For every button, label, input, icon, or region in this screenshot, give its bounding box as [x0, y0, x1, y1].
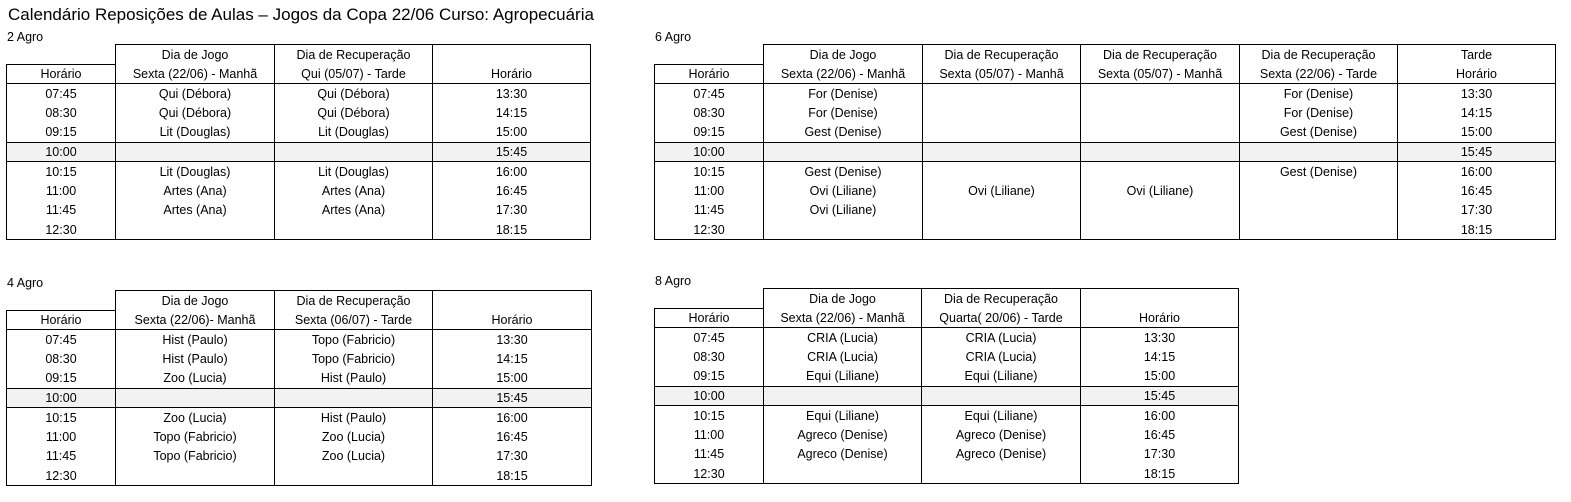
table-row — [655, 464, 1239, 484]
column-group-header — [433, 45, 591, 65]
time-cell: 11:00 — [655, 425, 764, 445]
column-header: Horário — [433, 64, 591, 84]
lesson-cell — [1081, 201, 1240, 221]
time-cell: 11:45 — [655, 201, 764, 221]
header-row-1 — [655, 45, 1556, 65]
table-row — [7, 201, 591, 221]
table-row — [7, 447, 592, 467]
column-group-header — [655, 289, 764, 309]
header-row-1 — [7, 45, 591, 65]
lesson-cell — [275, 142, 433, 162]
lesson-cell: Ovi (Liliane) — [923, 181, 1081, 201]
time-cell: 14:15 — [1081, 347, 1239, 367]
time-cell: 18:15 — [433, 220, 591, 240]
time-cell: 10:15 — [7, 408, 116, 428]
lesson-cell: Artes (Ana) — [116, 181, 275, 201]
table-row — [655, 103, 1556, 123]
lesson-cell — [1240, 142, 1398, 162]
lesson-cell: Gest (Denise) — [1240, 123, 1398, 143]
time-cell: 12:30 — [7, 466, 116, 486]
lesson-cell: Ovi (Liliane) — [764, 181, 923, 201]
lesson-cell: Hist (Paulo) — [116, 349, 275, 369]
class-label: 6 Agro — [655, 30, 692, 44]
column-header: Horário — [1398, 64, 1556, 84]
column-header: Horário — [1081, 308, 1239, 328]
time-cell: 18:15 — [1398, 220, 1556, 240]
lesson-cell: Qui (Débora) — [275, 84, 433, 104]
lesson-cell — [923, 220, 1081, 240]
time-cell: 15:45 — [1398, 142, 1556, 162]
column-group-header: Dia de Jogo — [116, 45, 275, 65]
lesson-cell: Lit (Douglas) — [116, 123, 275, 143]
table-row — [655, 367, 1239, 387]
time-cell: 10:00 — [655, 142, 764, 162]
time-cell: 13:30 — [433, 330, 592, 350]
table-row — [655, 445, 1239, 465]
column-header: Sexta (22/06) - Manhã — [116, 64, 275, 84]
lesson-cell: Gest (Denise) — [764, 162, 923, 182]
schedule-table-8-agro — [654, 288, 1239, 484]
time-cell: 12:30 — [655, 464, 764, 484]
column-header: Horário — [7, 310, 116, 330]
time-cell: 14:15 — [433, 103, 591, 123]
column-group-header: Dia de Recuperação — [922, 289, 1081, 309]
time-cell: 10:00 — [7, 142, 116, 162]
time-cell: 09:15 — [655, 123, 764, 143]
lesson-cell: CRIA (Lucia) — [764, 328, 922, 348]
time-cell: 11:45 — [7, 447, 116, 467]
time-cell: 13:30 — [433, 84, 591, 104]
column-header: Horário — [7, 64, 116, 84]
lesson-cell — [1240, 201, 1398, 221]
lesson-cell: Zoo (Lucia) — [275, 427, 433, 447]
class-label: 2 Agro — [7, 30, 44, 44]
lesson-cell — [923, 84, 1081, 104]
time-cell: 08:30 — [7, 103, 116, 123]
lesson-cell: Hist (Paulo) — [275, 369, 433, 389]
lesson-cell: For (Denise) — [1240, 84, 1398, 104]
time-cell: 17:30 — [1081, 445, 1239, 465]
table-row — [7, 181, 591, 201]
schedule-table-6-agro — [654, 44, 1556, 240]
table-row — [7, 142, 591, 162]
table-row — [655, 406, 1239, 426]
lesson-cell — [1081, 162, 1240, 182]
time-cell: 15:00 — [1398, 123, 1556, 143]
column-header: Sexta (05/07) - Manhã — [1081, 64, 1240, 84]
time-cell: 11:45 — [655, 445, 764, 465]
time-cell: 14:15 — [433, 349, 592, 369]
lesson-cell: Zoo (Lucia) — [275, 447, 433, 467]
time-cell: 10:15 — [655, 406, 764, 426]
column-group-header — [433, 291, 592, 311]
lesson-cell — [116, 466, 275, 486]
column-group-header: Dia de Jogo — [764, 45, 923, 65]
time-cell: 16:00 — [1398, 162, 1556, 182]
block-6-agro — [654, 30, 1556, 240]
lesson-cell — [923, 142, 1081, 162]
block-2-agro — [6, 30, 591, 240]
lesson-cell: For (Denise) — [1240, 103, 1398, 123]
lesson-cell: Hist (Paulo) — [275, 408, 433, 428]
lesson-cell: CRIA (Lucia) — [922, 328, 1081, 348]
lesson-cell — [764, 142, 923, 162]
lesson-cell — [1081, 142, 1240, 162]
time-cell: 12:30 — [655, 220, 764, 240]
column-group-header: Tarde — [1398, 45, 1556, 65]
class-label: 4 Agro — [7, 276, 44, 290]
lesson-cell — [923, 201, 1081, 221]
lesson-cell: For (Denise) — [764, 103, 923, 123]
time-cell: 15:00 — [433, 369, 592, 389]
column-group-header — [7, 291, 116, 311]
lesson-cell — [116, 142, 275, 162]
time-cell: 10:15 — [655, 162, 764, 182]
time-cell: 11:00 — [7, 181, 116, 201]
time-cell: 15:00 — [433, 123, 591, 143]
lesson-cell: Artes (Ana) — [275, 201, 433, 221]
time-cell: 13:30 — [1398, 84, 1556, 104]
lesson-cell: Agreco (Denise) — [764, 425, 922, 445]
lesson-cell: Topo (Fabricio) — [275, 349, 433, 369]
header-row-2 — [655, 64, 1556, 84]
column-header: Horário — [655, 64, 764, 84]
column-header: Sexta (22/06) - Manhã — [764, 308, 922, 328]
time-cell: 07:45 — [655, 328, 764, 348]
lesson-cell — [764, 220, 923, 240]
time-cell: 08:30 — [655, 103, 764, 123]
table-row — [655, 201, 1556, 221]
time-cell: 15:45 — [433, 142, 591, 162]
lesson-cell — [1240, 220, 1398, 240]
time-cell: 16:45 — [1398, 181, 1556, 201]
time-cell: 16:00 — [433, 408, 592, 428]
lesson-cell — [1081, 123, 1240, 143]
table-row — [7, 84, 591, 104]
time-cell: 17:30 — [433, 201, 591, 221]
lesson-cell: Topo (Fabricio) — [275, 330, 433, 350]
time-cell: 17:30 — [433, 447, 592, 467]
time-cell: 12:30 — [7, 220, 116, 240]
lesson-cell: Lit (Douglas) — [116, 162, 275, 182]
lesson-cell: Hist (Paulo) — [116, 330, 275, 350]
lesson-cell: Equi (Liliane) — [922, 367, 1081, 387]
table-row — [7, 408, 592, 428]
time-cell: 15:00 — [1081, 367, 1239, 387]
table-row — [7, 162, 591, 182]
header-row-1 — [655, 289, 1239, 309]
schedule-table-4-agro — [6, 290, 592, 486]
column-group-header: Dia de Recuperação — [1081, 45, 1240, 65]
lesson-cell — [275, 466, 433, 486]
lesson-cell: Agreco (Denise) — [922, 425, 1081, 445]
lesson-cell: Qui (Débora) — [275, 103, 433, 123]
lesson-cell — [922, 386, 1081, 406]
lesson-cell: Agreco (Denise) — [922, 445, 1081, 465]
lesson-cell: Qui (Débora) — [116, 103, 275, 123]
lesson-cell: Gest (Denise) — [764, 123, 923, 143]
lesson-cell: Zoo (Lucia) — [116, 369, 275, 389]
lesson-cell: Ovi (Liliane) — [1081, 181, 1240, 201]
time-cell: 09:15 — [7, 369, 116, 389]
time-cell: 16:00 — [433, 162, 591, 182]
table-row — [7, 349, 592, 369]
time-cell: 07:45 — [7, 84, 116, 104]
lesson-cell — [275, 388, 433, 408]
lesson-cell: Equi (Liliane) — [922, 406, 1081, 426]
lesson-cell — [923, 123, 1081, 143]
table-row — [7, 103, 591, 123]
header-row-2 — [7, 64, 591, 84]
time-cell: 13:30 — [1081, 328, 1239, 348]
lesson-cell: Equi (Liliane) — [764, 367, 922, 387]
lesson-cell: Ovi (Liliane) — [764, 201, 923, 221]
lesson-cell — [923, 103, 1081, 123]
lesson-cell — [764, 464, 922, 484]
table-row — [655, 142, 1556, 162]
column-header: Sexta (05/07) - Manhã — [923, 64, 1081, 84]
lesson-cell: Gest (Denise) — [1240, 162, 1398, 182]
class-label: 8 Agro — [655, 274, 692, 288]
table-row — [655, 162, 1556, 182]
lesson-cell — [922, 464, 1081, 484]
time-cell: 11:00 — [655, 181, 764, 201]
column-group-header: Dia de Recuperação — [275, 45, 433, 65]
lesson-cell — [923, 162, 1081, 182]
block-4-agro — [6, 276, 592, 486]
time-cell: 15:45 — [1081, 386, 1239, 406]
table-row — [655, 347, 1239, 367]
lesson-cell — [1081, 220, 1240, 240]
lesson-cell: CRIA (Lucia) — [764, 347, 922, 367]
table-row — [7, 369, 592, 389]
column-group-header: Dia de Jogo — [116, 291, 275, 311]
lesson-cell — [1081, 84, 1240, 104]
time-cell: 11:00 — [7, 427, 116, 447]
time-cell: 18:15 — [433, 466, 592, 486]
time-cell: 17:30 — [1398, 201, 1556, 221]
column-header: Sexta (22/06)- Manhã — [116, 310, 275, 330]
page-title: Calendário Reposições de Aulas – Jogos da Copa 22/06 Curso: Agropecuária — [8, 5, 594, 24]
lesson-cell: Zoo (Lucia) — [116, 408, 275, 428]
table-row — [655, 386, 1239, 406]
table-row — [655, 328, 1239, 348]
time-cell: 18:15 — [1081, 464, 1239, 484]
time-cell: 11:45 — [7, 201, 116, 221]
time-cell: 08:30 — [655, 347, 764, 367]
table-row — [655, 84, 1556, 104]
column-header: Qui (05/07) - Tarde — [275, 64, 433, 84]
time-cell: 08:30 — [7, 349, 116, 369]
table-row — [7, 388, 592, 408]
header-row-2 — [655, 308, 1239, 328]
time-cell: 07:45 — [655, 84, 764, 104]
time-cell: 16:00 — [1081, 406, 1239, 426]
column-header: Horário — [655, 308, 764, 328]
time-cell: 10:00 — [655, 386, 764, 406]
table-row — [655, 425, 1239, 445]
lesson-cell: Artes (Ana) — [116, 201, 275, 221]
table-row — [7, 330, 592, 350]
table-row — [7, 427, 592, 447]
lesson-cell: Agreco (Denise) — [764, 445, 922, 465]
lesson-cell — [116, 388, 275, 408]
table-row — [7, 123, 591, 143]
column-header: Sexta (22/06) - Tarde — [1240, 64, 1398, 84]
time-cell: 09:15 — [7, 123, 116, 143]
column-group-header — [655, 45, 764, 65]
time-cell: 09:15 — [655, 367, 764, 387]
column-group-header — [7, 45, 116, 65]
lesson-cell: Lit (Douglas) — [275, 162, 433, 182]
column-header: Sexta (06/07) - Tarde — [275, 310, 433, 330]
table-row — [655, 181, 1556, 201]
block-8-agro — [654, 274, 1239, 484]
lesson-cell: Qui (Débora) — [116, 84, 275, 104]
schedule-table-2-agro — [6, 44, 591, 240]
lesson-cell: For (Denise) — [764, 84, 923, 104]
lesson-cell — [1081, 103, 1240, 123]
column-group-header: Dia de Recuperação — [1240, 45, 1398, 65]
lesson-cell — [275, 220, 433, 240]
lesson-cell: Lit (Douglas) — [275, 123, 433, 143]
table-row — [655, 220, 1556, 240]
lesson-cell — [764, 386, 922, 406]
column-group-header: Dia de Recuperação — [923, 45, 1081, 65]
lesson-cell — [1240, 181, 1398, 201]
lesson-cell: Equi (Liliane) — [764, 406, 922, 426]
header-row-2 — [7, 310, 592, 330]
lesson-cell — [116, 220, 275, 240]
column-header: Horário — [433, 310, 592, 330]
time-cell: 14:15 — [1398, 103, 1556, 123]
lesson-cell: Topo (Fabricio) — [116, 427, 275, 447]
column-header: Quarta( 20/06) - Tarde — [922, 308, 1081, 328]
lesson-cell: Artes (Ana) — [275, 181, 433, 201]
time-cell: 16:45 — [433, 181, 591, 201]
column-header: Sexta (22/06) - Manhã — [764, 64, 923, 84]
column-group-header: Dia de Jogo — [764, 289, 922, 309]
column-group-header — [1081, 289, 1239, 309]
time-cell: 10:15 — [7, 162, 116, 182]
table-row — [655, 123, 1556, 143]
lesson-cell: CRIA (Lucia) — [922, 347, 1081, 367]
time-cell: 07:45 — [7, 330, 116, 350]
lesson-cell: Topo (Fabricio) — [116, 447, 275, 467]
header-row-1 — [7, 291, 592, 311]
table-row — [7, 466, 592, 486]
table-row — [7, 220, 591, 240]
column-group-header: Dia de Recuperação — [275, 291, 433, 311]
time-cell: 10:00 — [7, 388, 116, 408]
time-cell: 16:45 — [1081, 425, 1239, 445]
time-cell: 15:45 — [433, 388, 592, 408]
time-cell: 16:45 — [433, 427, 592, 447]
